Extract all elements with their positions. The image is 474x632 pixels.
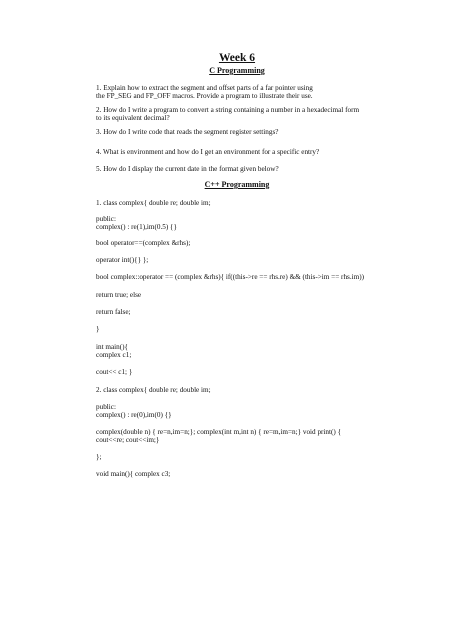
cpp-code-line: bool operator==(complex &rhs);	[96, 239, 191, 247]
cpp-code-line: cout<< c1; }	[96, 368, 133, 376]
cpp-code-line: void main(){ complex c3;	[96, 470, 171, 478]
c-question-line: to its equivalent decimal?	[96, 114, 170, 122]
cpp-code-line: complex(double n) { re=n,im=n;}; complex(int m,int n) { re=m,im=n;} void print() {	[96, 428, 342, 436]
c-question-line: 3. How do I write code that reads the segment register settings?	[96, 128, 279, 136]
cpp-code-line: return false;	[96, 308, 131, 316]
cpp-code-line: bool complex::operator == (complex &rhs){ if((this->re == rhs.re) && (this->im == rhs.im))	[96, 273, 365, 281]
page-title: Week 6	[218, 52, 256, 64]
c-question-line: the FP_SEG and FP_OFF macros. Provide a program to illustrate their use.	[96, 92, 313, 100]
cpp-code-line: complex() : re(1),im(0.5) {}	[96, 223, 177, 231]
cpp-code-line: operator int(){} };	[96, 256, 149, 264]
section-title-c: C Programming	[209, 66, 265, 75]
cpp-code-line: 2. class complex{ double re; double im;	[96, 386, 211, 394]
c-question-line: 2. How do I write a program to convert a string containing a number in a hexadecimal form	[96, 106, 360, 114]
cpp-code-line: };	[96, 453, 102, 461]
c-question-line: 5. How do I display the current date in the format given below?	[96, 165, 279, 173]
c-question-line: 1. Explain how to extract the segment and offset parts of a far pointer using	[96, 84, 313, 92]
cpp-code-line: int main(){	[96, 343, 128, 351]
cpp-code-line: return true; else	[96, 291, 142, 299]
cpp-code-line: cout<<re; cout<<im;}	[96, 436, 160, 444]
cpp-code-line: 1. class complex{ double re; double im;	[96, 199, 211, 207]
c-question-line: 4. What is environment and how do I get an environment for a specific entry?	[96, 148, 320, 156]
cpp-code-line: }	[96, 325, 100, 333]
cpp-code-line: complex() : re(0),im(0) {}	[96, 411, 172, 419]
section-title-cpp: C++ Programming	[204, 180, 270, 189]
cpp-code-line: public:	[96, 403, 116, 411]
cpp-code-line: complex c1;	[96, 351, 132, 359]
cpp-code-line: public:	[96, 215, 116, 223]
